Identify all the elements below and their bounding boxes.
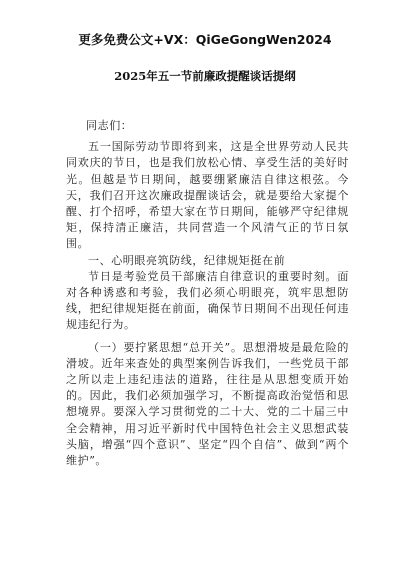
promo-banner: 更多免费公文+VX：QiGeGongWen2024 bbox=[78, 32, 332, 47]
section-heading-1: 一、心明眼亮筑防线，纪律规矩挺在前 bbox=[88, 253, 286, 267]
paragraph-intro: 五一国际劳动节即将到来，这是全世界劳动人民共同欢庆的节日，也是我们放松心情、享受生活的美好时光。但越是节日期间，越要绷紧廉洁自律这根弦。今天，我们召开这次廉政提醒谈话会，就是要给大家提个醒、打个招呼，希望大家在节日期间，能够严守纪律规矩，保持清正廉洁，共同营造一个风清气正的节日氛围。 bbox=[66, 140, 349, 251]
paragraph-section-1: 节日是考验党员干部廉洁自律意识的重要时刻。面对各种诱惑和考验，我们必须心明眼亮，筑牢思想防线，把纪律规矩挺在前面，确保节日期间不出现任何违规违纪行为。 bbox=[66, 269, 349, 332]
paragraph-subsection-1: （一）要拧紧思想“总开关”。思想滑坡是最危险的滑坡。近年来查处的典型案例告诉我们，一些党员干部之所以走上违纪违法的道路，往往是从思想变质开始的。因此，我们必须加强学习，不断提高政治觉悟和思想境界。要深入学习贯彻党的二十大、党的二十届三中全会精神，用习近平新时代中国特色社会主义思想武装头脑，增强“四个意识”、坚定“四个自信”、做到“两个维护”。 bbox=[66, 340, 349, 468]
greeting: 同志们： bbox=[86, 119, 133, 132]
document-body bbox=[66, 118, 349, 469]
document-title: 2025年五一节前廉政提醒谈话提纲 bbox=[114, 69, 296, 83]
